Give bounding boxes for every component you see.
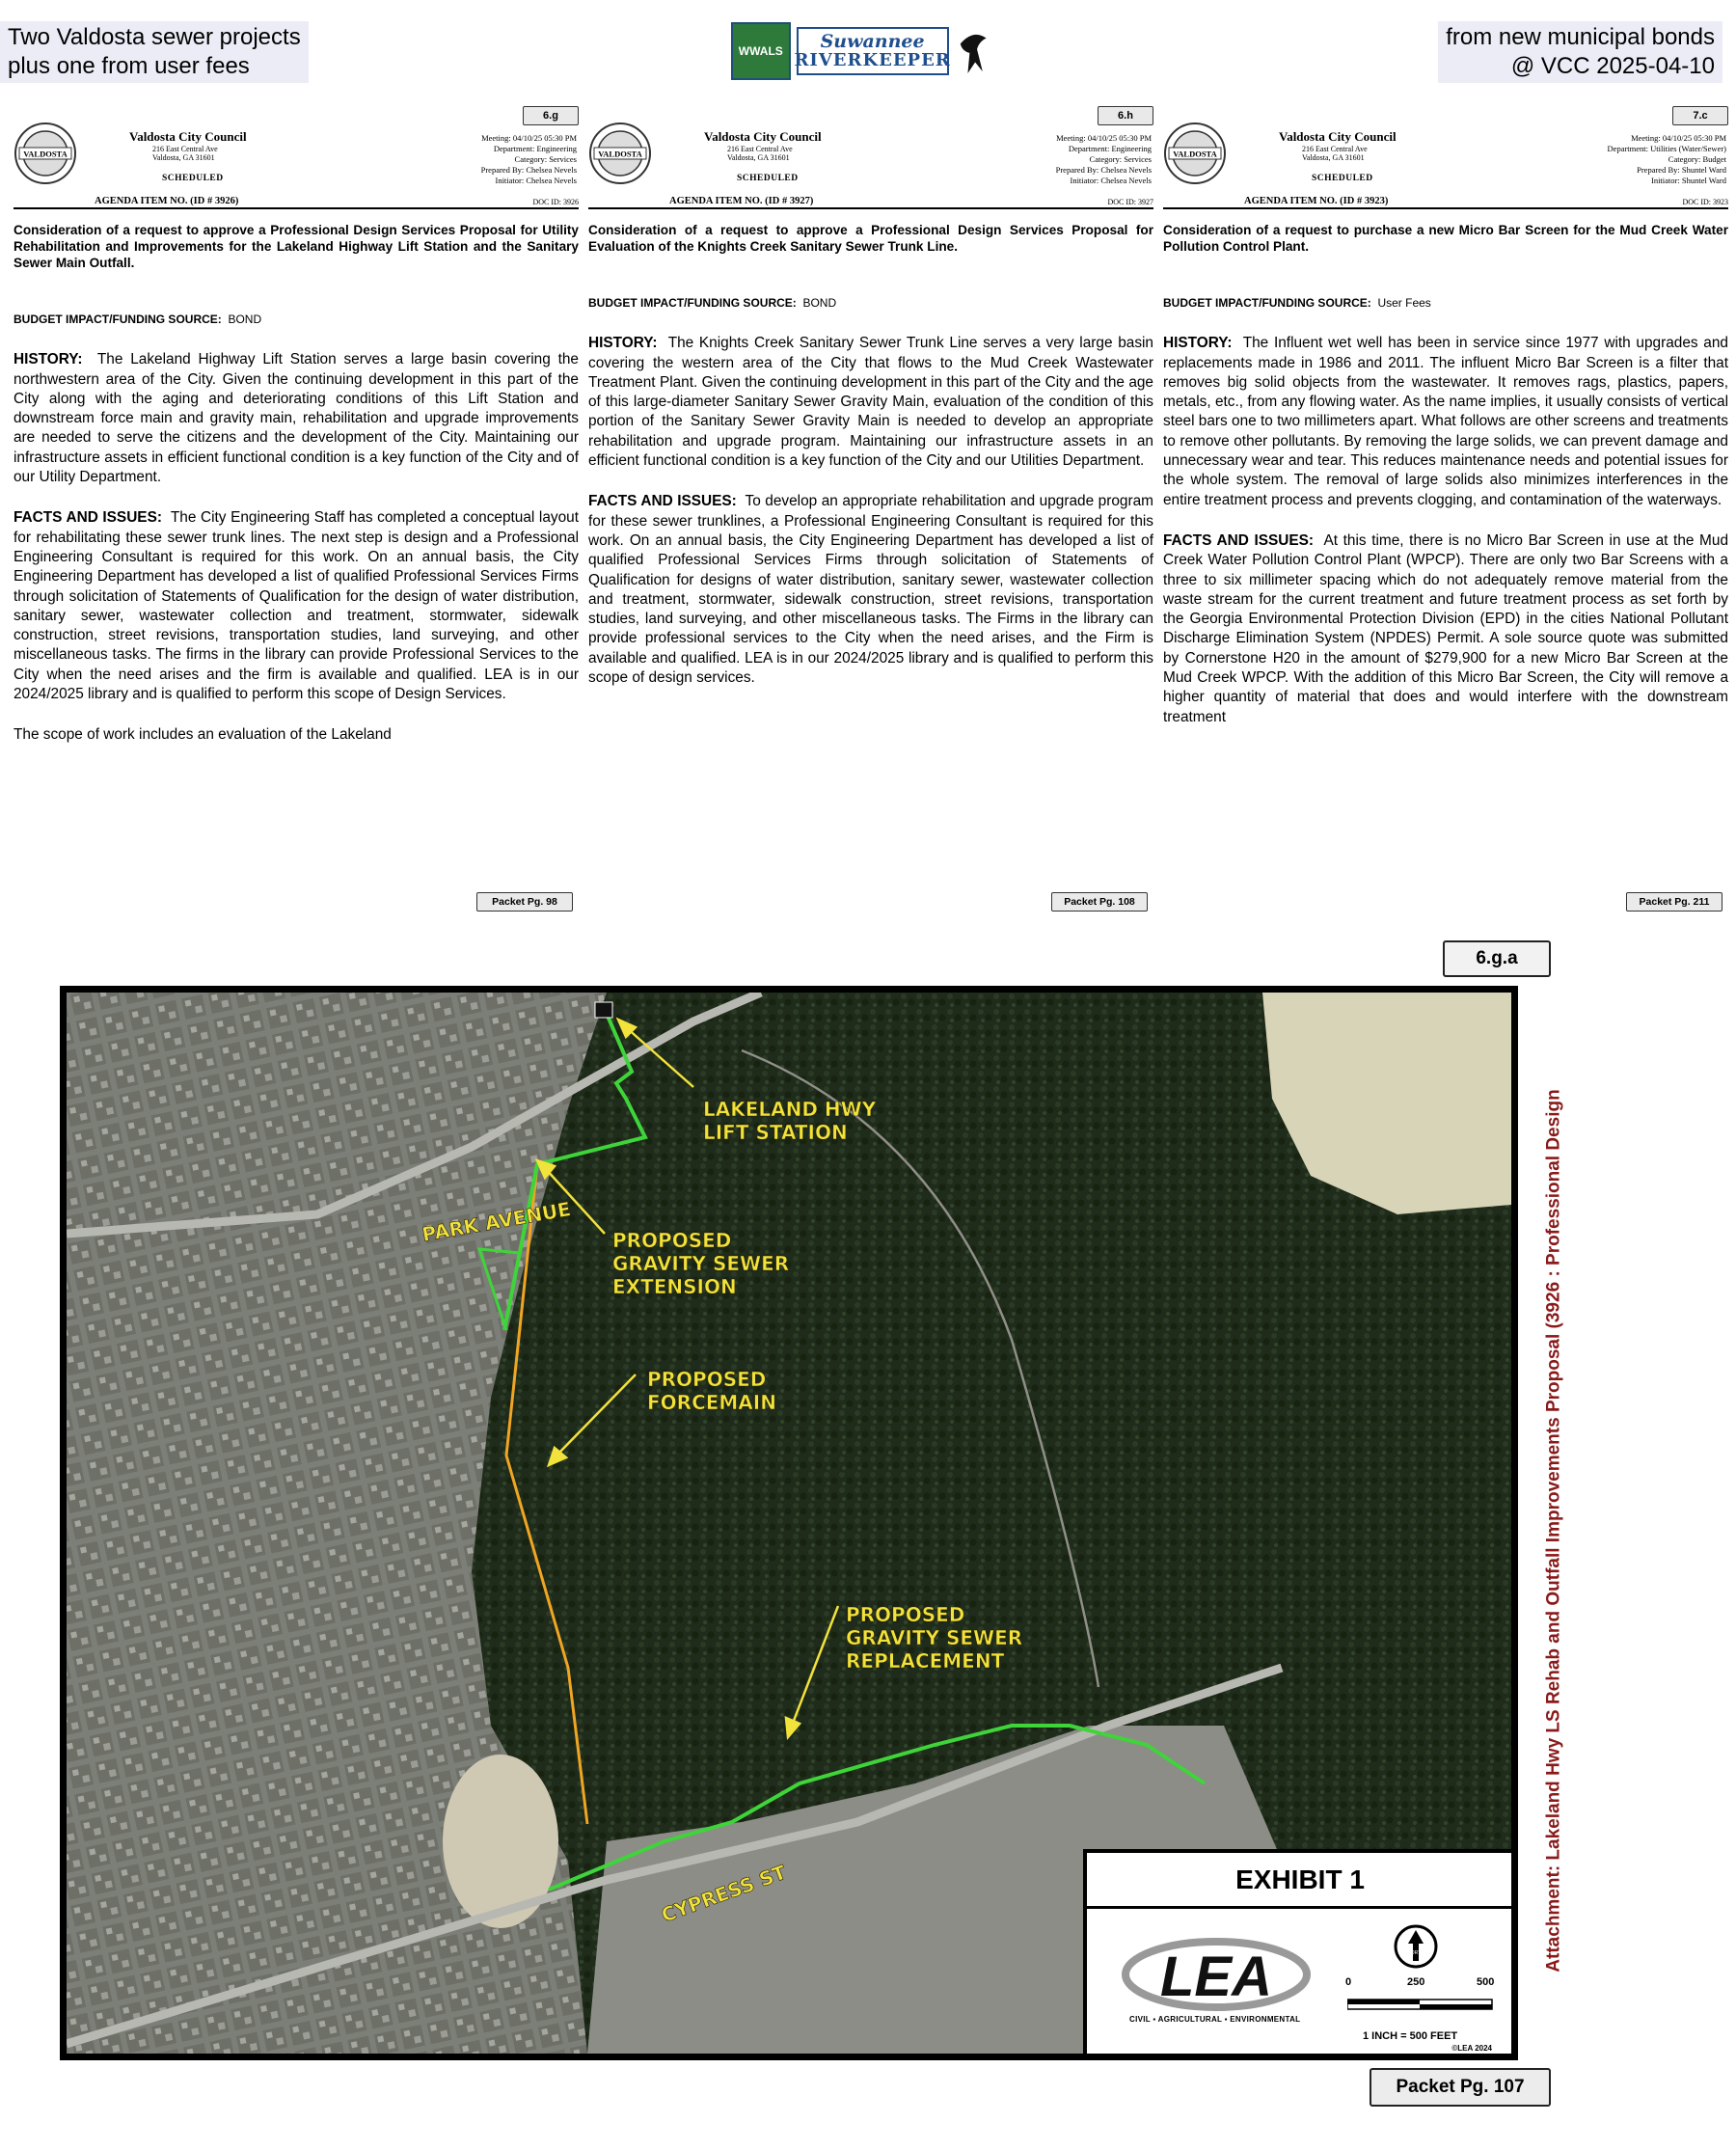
facts-label: FACTS AND ISSUES: (1163, 531, 1315, 549)
riverkeeper-line1: Suwannee (820, 31, 925, 52)
meeting-meta (403, 133, 577, 186)
doc-id: DOC ID: 3923 (1682, 198, 1728, 206)
agenda-item-number: AGENDA ITEM NO. (ID # 3927) (669, 196, 814, 206)
budget-line (1163, 293, 1728, 313)
label-gravity-ext-2: GRAVITY SEWER (612, 1252, 790, 1275)
budget-value: User Fees (1377, 296, 1431, 310)
agenda-title: Consideration of a request to purchase a new Micro Bar Screen for the Mud Creek Water Pollution Control Plant. (1163, 223, 1728, 254)
lea-copyright: ©LEA 2024 (1451, 2044, 1492, 2053)
facts-paragraph (1163, 531, 1728, 727)
header-left-line1: Two Valdosta sewer projects (8, 24, 301, 50)
label-lift-station-2: LIFT STATION (703, 1121, 848, 1144)
header-right-caption (1438, 21, 1722, 83)
city-seal-icon (14, 122, 77, 185)
doc-id: DOC ID: 3926 (532, 198, 579, 206)
agenda-tag: 6.h (1098, 106, 1153, 125)
budget-label: BUDGET IMPACT/FUNDING SOURCE: (1163, 296, 1371, 310)
council-address-1: 216 East Central Ave (1302, 145, 1368, 153)
scale-label-250: 250 (1407, 1976, 1425, 1988)
council-address-2: Valdosta, GA 31601 (152, 153, 215, 162)
packet-page-label: Packet Pg. 108 (1051, 892, 1148, 912)
meeting-meta (978, 133, 1152, 186)
agenda-item-row (588, 196, 1153, 209)
header-right-line2: @ VCC 2025-04-10 (1510, 53, 1715, 79)
facts-text: At this time, there is no Micro Bar Screen in use at the Mud Creek Water Pollution Control Plant (WPCP). There are only two Bar Screens with a three to six millimeter spacing which do not adequately remove material from the waste stream for the current treatment and future treatment process as set forth by the Georgia Environmental Protection Division (EPD) in the cities National Pollutant Discharge Elimination System (NPDES) Permit. A sole source quote was submitted by Cornerstone H20 in the amount of $279,900 for a new Micro Bar Screen at the Mud Creek WPCP. With the addition of this Micro Bar Screen, the City will remove a higher quantity of material that does and would interfere with the downstream treatment (1163, 531, 1729, 725)
exhibit-title: EXHIBIT 1 (1087, 1853, 1513, 1909)
seal-text: VALDOSTA (23, 149, 68, 159)
packet-page-label: Packet Pg. 211 (1626, 892, 1722, 912)
header-left-caption (0, 21, 309, 83)
council-name: Valdosta City Council (1279, 129, 1397, 144)
council-address-2: Valdosta, GA 31601 (727, 153, 790, 162)
history-paragraph (1163, 334, 1728, 510)
agenda-body (14, 222, 579, 746)
attachment-text: Attachment: Lakeland Hwy LS Rehab and Outfall Improvements Proposal (3926 : Professional Design (1544, 1089, 1565, 1973)
agenda-page-3923 (1163, 106, 1734, 916)
facts-paragraph (14, 508, 579, 704)
facts-label: FACTS AND ISSUES: (588, 493, 737, 510)
facts-text: The City Engineering Staff has completed a conceptual layout for rehabilitating these sewer trunk lines. The next step is design and a Professional Engineering Consultant is required for this work. On an annual basis, the City Engineering Department has developed a list of qualified Professional Services Firms through solicitation of Statements of Qualification for the design of water distribution, sanitary sewer, wastewater collection and treatment, stormwater, sidewalk construction, street revisions, transportation studies, land surveying, and other miscellaneous tasks. The firms in the library can provide Professional Services to the City when the need arises and the firm is available and qualified. LEA is in our 2024/2025 library and is qualified to perform this scope of Design Services. (14, 509, 579, 703)
scope-paragraph: The scope of work includes an evaluation of the Lakeland (14, 726, 392, 744)
meeting-department: Department: Utilities (Water/Sewer) (1607, 144, 1726, 153)
seal-text: VALDOSTA (598, 149, 642, 159)
agenda-item-row (14, 196, 579, 209)
budget-line (588, 293, 1153, 313)
seal-text: VALDOSTA (1173, 149, 1217, 159)
history-text: The Knights Creek Sanitary Sewer Trunk Line serves a very large basin covering the western area of the City that flows to the Mud Creek Wastewater Treatment Plant. Given the continuing development in this part of the City and the age of this large-diameter Sanitary Sewer Gravity Main, evaluation of the condition of this portion of the Sanitary Sewer Gravity Main is needed to develop an appropriate rehabilitation and upgrade program. Maintaining our infrastructure assets in an efficient functional condition is a key function of the City and our Utilities Department. (588, 335, 1153, 470)
meeting-prepared: Prepared By: Chelsea Nevels (1055, 165, 1152, 175)
agenda-tag: 6.g (523, 106, 579, 125)
label-lift-station-1: LAKELAND HWY (703, 1098, 877, 1121)
label-forcemain-1: PROPOSED (647, 1368, 767, 1391)
scale-note: 1 INCH = 500 FEET (1363, 2030, 1458, 2042)
meeting-prepared: Prepared By: Chelsea Nevels (480, 165, 577, 175)
council-block (1279, 129, 1472, 183)
label-gravity-rep-3: REPLACEMENT (846, 1649, 1005, 1673)
budget-label: BUDGET IMPACT/FUNDING SOURCE: (14, 313, 222, 326)
facts-paragraph (588, 492, 1153, 688)
history-paragraph (588, 334, 1153, 471)
council-address-2: Valdosta, GA 31601 (1302, 153, 1365, 162)
north-text: NORTH (1407, 1950, 1424, 1956)
meeting-initiator: Initiator: Chelsea Nevels (1070, 176, 1152, 185)
label-cypress-st: CYPRESS ST (658, 1860, 790, 1927)
agenda-item-number: AGENDA ITEM NO. (ID # 3926) (95, 196, 239, 206)
history-text: The Influent wet well has been in service since 1977 with upgrades and replacements made in 1986 and 2011. The influent Micro Bar Screen is a filter that removes big solid objects from the wastewater. It removes rags, plastics, papers, metals, etc., from any flowing water. As the name implies, it usually consists of vertical steel bars one to two millimeters apart. What follows are other screens and treatments to remove other pollutants. By removing the large solids, we can prevent damage and unnecessary wear and tear. This reduces maintenance needs and potential issues for the whole system. The removal of large solids also minimizes interferences in the entire treatment process and prevents clogging, and contamination of the waterways. (1163, 335, 1728, 508)
scheduled-label: SCHEDULED (162, 174, 224, 183)
meeting-category: Category: Services (1089, 154, 1152, 164)
history-label: HISTORY: (14, 351, 83, 368)
scale-bar (1345, 1976, 1500, 2044)
budget-label: BUDGET IMPACT/FUNDING SOURCE: (588, 296, 797, 310)
council-block (704, 129, 897, 183)
meeting-prepared: Prepared By: Shuntel Ward (1637, 165, 1726, 175)
council-name: Valdosta City Council (704, 129, 822, 144)
meeting-date: Meeting: 04/10/25 05:30 PM (1056, 133, 1152, 143)
meeting-initiator: Initiator: Chelsea Nevels (495, 176, 577, 185)
doc-id: DOC ID: 3927 (1107, 198, 1153, 206)
agenda-body (588, 222, 1153, 688)
meeting-date: Meeting: 04/10/25 05:30 PM (481, 133, 577, 143)
agenda-item-number: AGENDA ITEM NO. (ID # 3923) (1244, 196, 1389, 206)
facts-label: FACTS AND ISSUES: (14, 509, 162, 527)
council-address-1: 216 East Central Ave (727, 145, 793, 153)
header-left-line2: plus one from user fees (8, 53, 250, 79)
meeting-meta (1553, 133, 1726, 186)
budget-value: BOND (802, 296, 837, 310)
label-park-avenue: PARK AVENUE (420, 1197, 573, 1246)
lea-logo-text: LEA (1160, 1946, 1272, 2008)
riverkeeper-logo[interactable] (731, 21, 991, 81)
label-gravity-ext-1: PROPOSED (612, 1229, 732, 1252)
exhibit-packet-page: Packet Pg. 107 (1370, 2068, 1551, 2107)
council-block (129, 129, 322, 183)
agenda-page-3926 (14, 106, 584, 916)
council-address-1: 216 East Central Ave (152, 145, 218, 153)
agenda-item-row (1163, 196, 1728, 209)
label-gravity-rep-1: PROPOSED (846, 1603, 965, 1626)
north-arrow-icon (1394, 1924, 1438, 1969)
wwals-badge: WWALS (731, 22, 791, 80)
council-name: Valdosta City Council (129, 129, 247, 144)
meeting-category: Category: Budget (1668, 154, 1726, 164)
meeting-initiator: Initiator: Shuntel Ward (1650, 176, 1726, 185)
riverkeeper-line2: RIVERKEEPER (794, 50, 951, 70)
agenda-body (1163, 222, 1728, 727)
budget-value: BOND (228, 313, 262, 326)
facts-text: To develop an appropriate rehabilitation and upgrade program for these sewer trunklines, a Professional Engineering Consultant is required for this work. On an annual basis, the City Engineering Department has developed a list of qualified Professional Services Firms through solicitation of Statements of Qualification for designs of water distribution, sanitary sewer, wastewater collection and treatment, stormwater, sidewalk construction, street revisions, transportation studies, land surveying, and other miscellaneous tasks. The Firms in the library can provide professional services to the City when the need arises, and the Firm is available and qualified. LEA is in our 2024/2025 library and is qualified to perform this scope of design services. (588, 493, 1153, 687)
meeting-category: Category: Services (514, 154, 577, 164)
scheduled-label: SCHEDULED (737, 174, 799, 183)
history-label: HISTORY: (1163, 335, 1233, 352)
riverkeeper-wordmark (794, 27, 951, 75)
agenda-page-3927 (588, 106, 1159, 916)
lea-logo (1120, 1930, 1313, 2017)
city-seal-icon (1163, 122, 1227, 185)
scheduled-label: SCHEDULED (1312, 174, 1373, 183)
scale-bar-graphic (1347, 1994, 1494, 2023)
agenda-title: Consideration of a request to approve a Professional Design Services Proposal for Utility Rehabilitation and Improvements for the Lakeland Highway Lift Station and the Sanitary Sewer Main Outfall. (14, 223, 579, 270)
budget-line (14, 310, 579, 329)
label-gravity-ext-3: EXTENSION (612, 1275, 737, 1298)
attachment-caption (1535, 1048, 1574, 2014)
lea-subtitle: CIVIL ▪ AGRICULTURAL ▪ ENVIRONMENTAL (1129, 2015, 1301, 2024)
exhibit-legend (1083, 1849, 1513, 2057)
history-text: The Lakeland Highway Lift Station serves a large basin covering the northwestern area of the City. Given the continuing development in this part of the City along with the aging and deteriorating conditions of this Lift Station and downstream force main and gravity main, rehabilitation and upgrade improvements are needed to serve the citizens and the development of the City. Maintaining our infrastructure assets in efficient functional condition is a key function of the City and of our Utility Department. (14, 351, 579, 486)
history-label: HISTORY: (588, 335, 658, 352)
agenda-tag: 7.c (1672, 106, 1728, 125)
label-forcemain-2: FORCEMAIN (647, 1391, 776, 1414)
scale-label-500: 500 (1477, 1976, 1495, 1988)
meeting-department: Department: Engineering (1068, 144, 1152, 153)
meeting-date: Meeting: 04/10/25 05:30 PM (1631, 133, 1726, 143)
history-paragraph (14, 350, 579, 487)
packet-page-label: Packet Pg. 98 (476, 892, 573, 912)
header-right-line1: from new municipal bonds (1446, 24, 1715, 50)
meeting-department: Department: Engineering (493, 144, 577, 153)
exhibit-map (60, 986, 1518, 2060)
lift-station-icon (595, 1002, 612, 1018)
city-seal-icon (588, 122, 652, 185)
label-gravity-rep-2: GRAVITY SEWER (846, 1626, 1023, 1649)
scale-label-0: 0 (1345, 1976, 1352, 1988)
bird-icon (955, 24, 991, 78)
agenda-title: Consideration of a request to approve a Professional Design Services Proposal for Evaluation of the Knights Creek Sanitary Sewer Trunk Line. (588, 223, 1153, 254)
exhibit-tag: 6.g.a (1443, 940, 1551, 977)
